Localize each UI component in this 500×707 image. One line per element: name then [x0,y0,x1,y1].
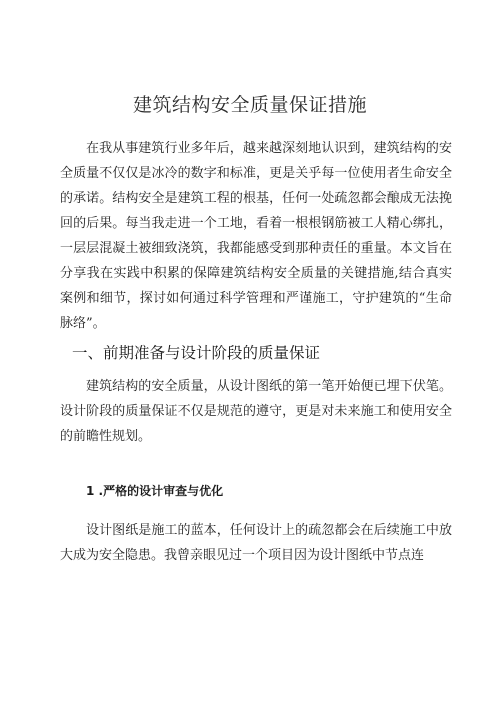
intro-paragraph: 在我从事建筑行业多年后，越来越深刻地认识到，建筑结构的安全质量不仅仅是冰冷的数字和标准，更是关乎每一位使用者生命安全的承诺。结构安全是建筑工程的根基，任何一处疏忽都会酿成无法挽回的后果。每当我走进一个工地，看着一根根钢筋被工人精心绑扎，一层层混凝土被细致浇筑，我都能感受到那种责任的重量。本文旨在分享我在实践中积累的保障建筑结构安全质量的关键措施,结合真实案例和细节，探讨如何通过科学管理和严谨施工，守护建筑的“生命脉络”。 [60,141,452,331]
section-heading: 一、前期准备与设计阶段的质量保证 [72,344,321,362]
subsection-paragraph: 设计图纸是施工的蓝本，任何设计上的疏忽都会在后续施工中放大成为安全隐患。我曾亲眼见过一个项目因为设计图纸中节点连 [60,523,452,563]
subsection-heading: 1 .严格的设计审查与优化 [86,484,224,498]
section-paragraph: 建筑结构的安全质量，从设计图纸的第一笔开始便已埋下伏笔。设计阶段的质量保证不仅是规范的遵守，更是对未来施工和使用安全的前瞻性规划。 [60,379,452,444]
document-title: 建筑结构安全质量保证措施 [132,94,367,116]
